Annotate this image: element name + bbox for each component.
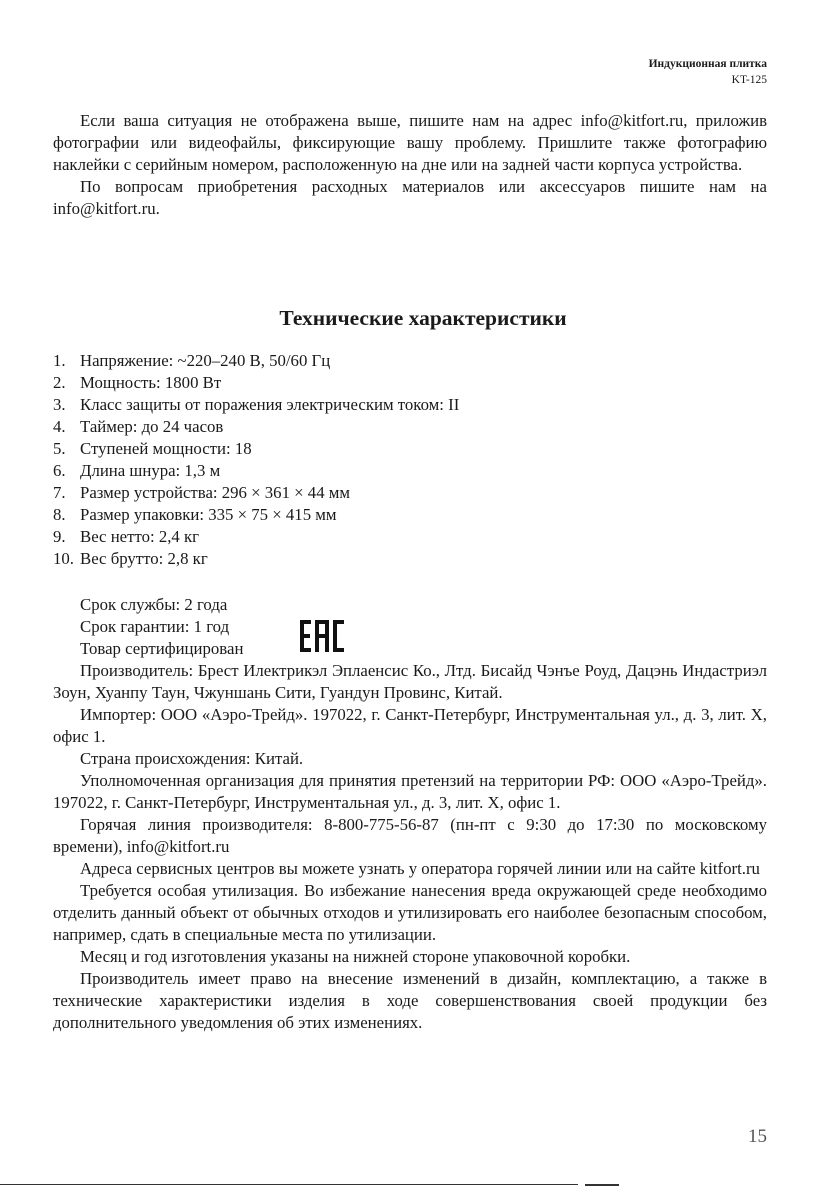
spec-number: 4. [53,417,66,436]
spec-text: Таймер: до 24 часов [80,417,224,436]
spec-item [53,394,767,416]
page-number: 15 [748,1126,767,1147]
bottom-divider-short [585,1184,619,1186]
intro-paragraph-1: Если ваша ситуация не отображена выше, пишите нам на адрес info@kitfort.ru, приложив фотографии или видеофайлы, фиксирующие вашу проблему. Пришлите также фотографию наклейки с серийным номером, расположенную на дне или на задней части корпуса устройства. [53,111,767,174]
spec-text: Напряжение: ~220–240 В, 50/60 Гц [80,351,331,370]
spec-item [53,372,767,394]
spec-number: 2. [53,373,66,392]
bottom-divider [0,1184,578,1185]
spec-text: Размер устройства: 296 × 361 × 44 мм [80,483,351,502]
spec-item [53,460,767,482]
importer: Импортер: ООО «Аэро-Трейд». 197022, г. Санкт-Петербург, Инструментальная ул., д. 3, лит. Х, офис 1. [53,705,767,746]
service-centers: Адреса сервисных центров вы можете узнать у оператора горячей линии или на сайте kitfort.ru [80,859,760,878]
spec-item [53,416,767,438]
spec-item [53,350,767,372]
eac-mark-icon [298,617,346,655]
spec-number: 9. [53,527,66,546]
spec-number: 1. [53,351,66,370]
spec-number: 6. [53,461,66,480]
warranty: Срок гарантии: 1 год [80,617,230,636]
spec-item [53,438,767,460]
authorized-organization: Уполномоченная организация для принятия претензий на территории РФ: ООО «Аэро-Трейд». 197022, г. Санкт-Петербург, Инструментальная ул., д. 3, лит. Х, офис 1. [53,771,767,812]
section-title: Технические характеристики [279,306,567,330]
intro-paragraph-2: По вопросам приобретения расходных материалов или аксессуаров пишите нам на info@kitfort.ru. [53,177,767,218]
spec-text: Вес нетто: 2,4 кг [80,527,200,546]
manufacturer: Производитель: Брест Илектрикэл Эплаенсис Ко., Лтд. Бисайд Чэнъе Роуд, Дацэнь Индастриэл Зоун, Хуанпу Таун, Чжуншань Сити, Гуандун Провинс, Китай. [53,661,767,702]
spec-text: Вес брутто: 2,8 кг [80,549,208,568]
header-product-name: Индукционная плитка [648,58,767,70]
header-model: KT-125 [731,74,767,86]
changes-notice: Производитель имеет право на внесение изменений в дизайн, комплектацию, а также в технические характеристики изделия в ходе совершенствования своей продукции без дополнительного уведомления об этих изменениях. [53,969,767,1032]
cert-row [53,594,767,660]
spec-number: 5. [53,439,66,458]
info-block [53,594,767,1034]
intro-block [53,110,767,220]
hotline: Горячая линия производителя: 8-800-775-56-87 (пн-пт с 9:30 до 17:30 по московскому времени), info@kitfort.ru [53,815,767,856]
country-of-origin: Страна происхождения: Китай. [80,749,304,768]
service-life: Срок службы: 2 года [80,595,228,614]
spec-item [53,548,767,570]
spec-text: Размер упаковки: 335 × 75 × 415 мм [80,505,337,524]
spec-text: Класс защиты от поражения электрическим током: II [80,395,460,414]
disposal-notice: Требуется особая утилизация. Во избежание нанесения вреда окружающей среде необходимо отделить данный объект от обычных отходов и утилизировать его наиболее безопасным способом, например, сдать в специальные места по утилизации. [53,881,767,944]
spec-number: 10. [53,549,74,568]
spec-number: 7. [53,483,66,502]
spec-text: Ступеней мощности: 18 [80,439,252,458]
spec-item [53,504,767,526]
spec-number: 8. [53,505,66,524]
page-header [649,56,767,88]
manufacture-date-notice: Месяц и год изготовления указаны на нижней стороне упаковочной коробки. [80,947,631,966]
certified-label: Товар сертифицирован [80,639,244,658]
spec-item [53,526,767,548]
spec-text: Длина шнура: 1,3 м [80,461,221,480]
specs-list [53,350,767,570]
spec-number: 3. [53,395,66,414]
spec-item [53,482,767,504]
spec-text: Мощность: 1800 Вт [80,373,222,392]
